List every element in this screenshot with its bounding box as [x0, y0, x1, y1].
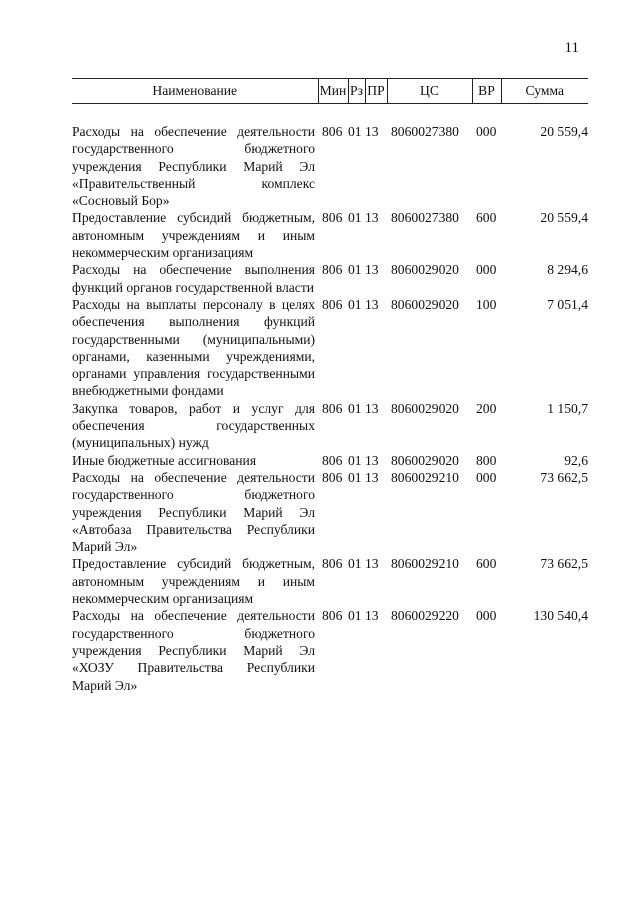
- row-vr: 000: [476, 608, 497, 624]
- row-min: 806: [322, 556, 343, 572]
- row-min: 806: [322, 608, 343, 624]
- row-rz: 01: [348, 210, 362, 226]
- row-rz: 01: [348, 608, 362, 624]
- row-sum: 20 559,4: [540, 210, 588, 226]
- table-row: [72, 261, 588, 296]
- table-row: [72, 123, 588, 209]
- row-sum: 130 540,4: [533, 608, 588, 624]
- row-cs: 8060029020: [391, 400, 459, 416]
- row-min: 806: [322, 210, 343, 226]
- row-pr: 13: [365, 452, 379, 468]
- row-pr: 13: [365, 124, 379, 139]
- row-name: Расходы на обеспечение деятельности государственного бюджетного учреждения Республики Марий Эл «ХОЗУ Правительства Республики Марий Эл»: [72, 608, 315, 693]
- row-rz: 01: [348, 556, 362, 572]
- header-min: Мин: [318, 79, 348, 104]
- row-vr: 600: [476, 210, 497, 226]
- row-rz: 01: [348, 296, 362, 312]
- row-pr: 13: [365, 608, 379, 624]
- row-vr: 200: [476, 400, 497, 416]
- table-row: [72, 452, 588, 469]
- spacer-row: [72, 104, 588, 124]
- row-pr: 13: [365, 400, 379, 416]
- row-name: Закупка товаров, работ и услуг для обеспечения государственных (муниципальных) нужд: [72, 400, 315, 451]
- row-min: 806: [322, 400, 343, 416]
- row-cs: 8060029020: [391, 262, 459, 278]
- header-cs: ЦС: [387, 79, 472, 104]
- row-cs: 8060027380: [391, 210, 459, 226]
- row-sum: 8 294,6: [547, 262, 588, 278]
- table-row: [72, 555, 588, 607]
- row-pr: 13: [365, 210, 379, 226]
- row-rz: 01: [348, 400, 362, 416]
- row-vr: 800: [476, 452, 497, 468]
- row-name: Расходы на обеспечение выполнения функций органов государственной власти: [72, 262, 315, 295]
- row-name: Расходы на выплаты персоналу в целях обеспечения выполнения функций государственными (муниципальными) органами, казенными учреждениями, органами управления государственными внебюджетными фондами: [72, 296, 315, 399]
- budget-table: [72, 78, 588, 694]
- table-row: [72, 469, 588, 555]
- row-sum: 7 051,4: [547, 296, 588, 312]
- row-cs: 8060027380: [391, 124, 459, 139]
- row-name: Расходы на обеспечение деятельности государственного бюджетного учреждения Республики Марий Эл «Правительственный комплекс «Сосновый Бор»: [72, 124, 315, 209]
- row-rz: 01: [348, 124, 362, 139]
- header-sum: Сумма: [501, 79, 588, 104]
- row-vr: 600: [476, 556, 497, 572]
- row-cs: 8060029210: [391, 556, 459, 572]
- row-rz: 01: [348, 262, 362, 278]
- row-vr: 000: [476, 124, 497, 139]
- row-sum: 73 662,5: [540, 469, 588, 485]
- row-min: 806: [322, 469, 343, 485]
- table-row: [72, 209, 588, 261]
- row-cs: 8060029210: [391, 469, 459, 485]
- row-pr: 13: [365, 296, 379, 312]
- row-name: Предоставление субсидий бюджетным, автономным учреждениям и иным некоммерческим организациям: [72, 556, 315, 607]
- row-min: 806: [322, 262, 343, 278]
- spacer-cell: [72, 104, 588, 124]
- row-vr: 000: [476, 469, 497, 485]
- row-vr: 100: [476, 296, 497, 312]
- table-row: [72, 296, 588, 400]
- row-min: 806: [322, 452, 343, 468]
- header-name: Наименование: [72, 79, 318, 104]
- row-cs: 8060029020: [391, 296, 459, 312]
- row-min: 806: [322, 296, 343, 312]
- row-sum: 92,6: [564, 452, 588, 468]
- row-sum: 1 150,7: [547, 400, 588, 416]
- row-rz: 01: [348, 469, 362, 485]
- row-cs: 8060029020: [391, 452, 459, 468]
- row-name: Предоставление субсидий бюджетным, автономным учреждениям и иным некоммерческим организациям: [72, 210, 315, 261]
- header-row: [72, 79, 588, 104]
- row-sum: 20 559,4: [540, 124, 588, 139]
- table-row: [72, 607, 588, 693]
- header-rz: Рз: [348, 79, 365, 104]
- row-cs: 8060029220: [391, 608, 459, 624]
- table-body: [72, 104, 588, 694]
- row-rz: 01: [348, 452, 362, 468]
- row-name: Расходы на обеспечение деятельности государственного бюджетного учреждения Республики Марий Эл «Автобаза Правительства Республики Марий Эл»: [72, 469, 315, 555]
- row-pr: 13: [365, 556, 379, 572]
- table-row: [72, 400, 588, 452]
- table-header: [72, 79, 588, 104]
- row-sum: 73 662,5: [540, 556, 588, 572]
- row-pr: 13: [365, 262, 379, 278]
- row-pr: 13: [365, 469, 379, 485]
- row-name: Иные бюджетные ассигнования: [72, 452, 257, 468]
- row-vr: 000: [476, 262, 497, 278]
- header-vr: ВР: [472, 79, 501, 104]
- header-pr: ПР: [365, 79, 387, 104]
- page-number: 11: [564, 40, 579, 56]
- row-min: 806: [322, 124, 343, 139]
